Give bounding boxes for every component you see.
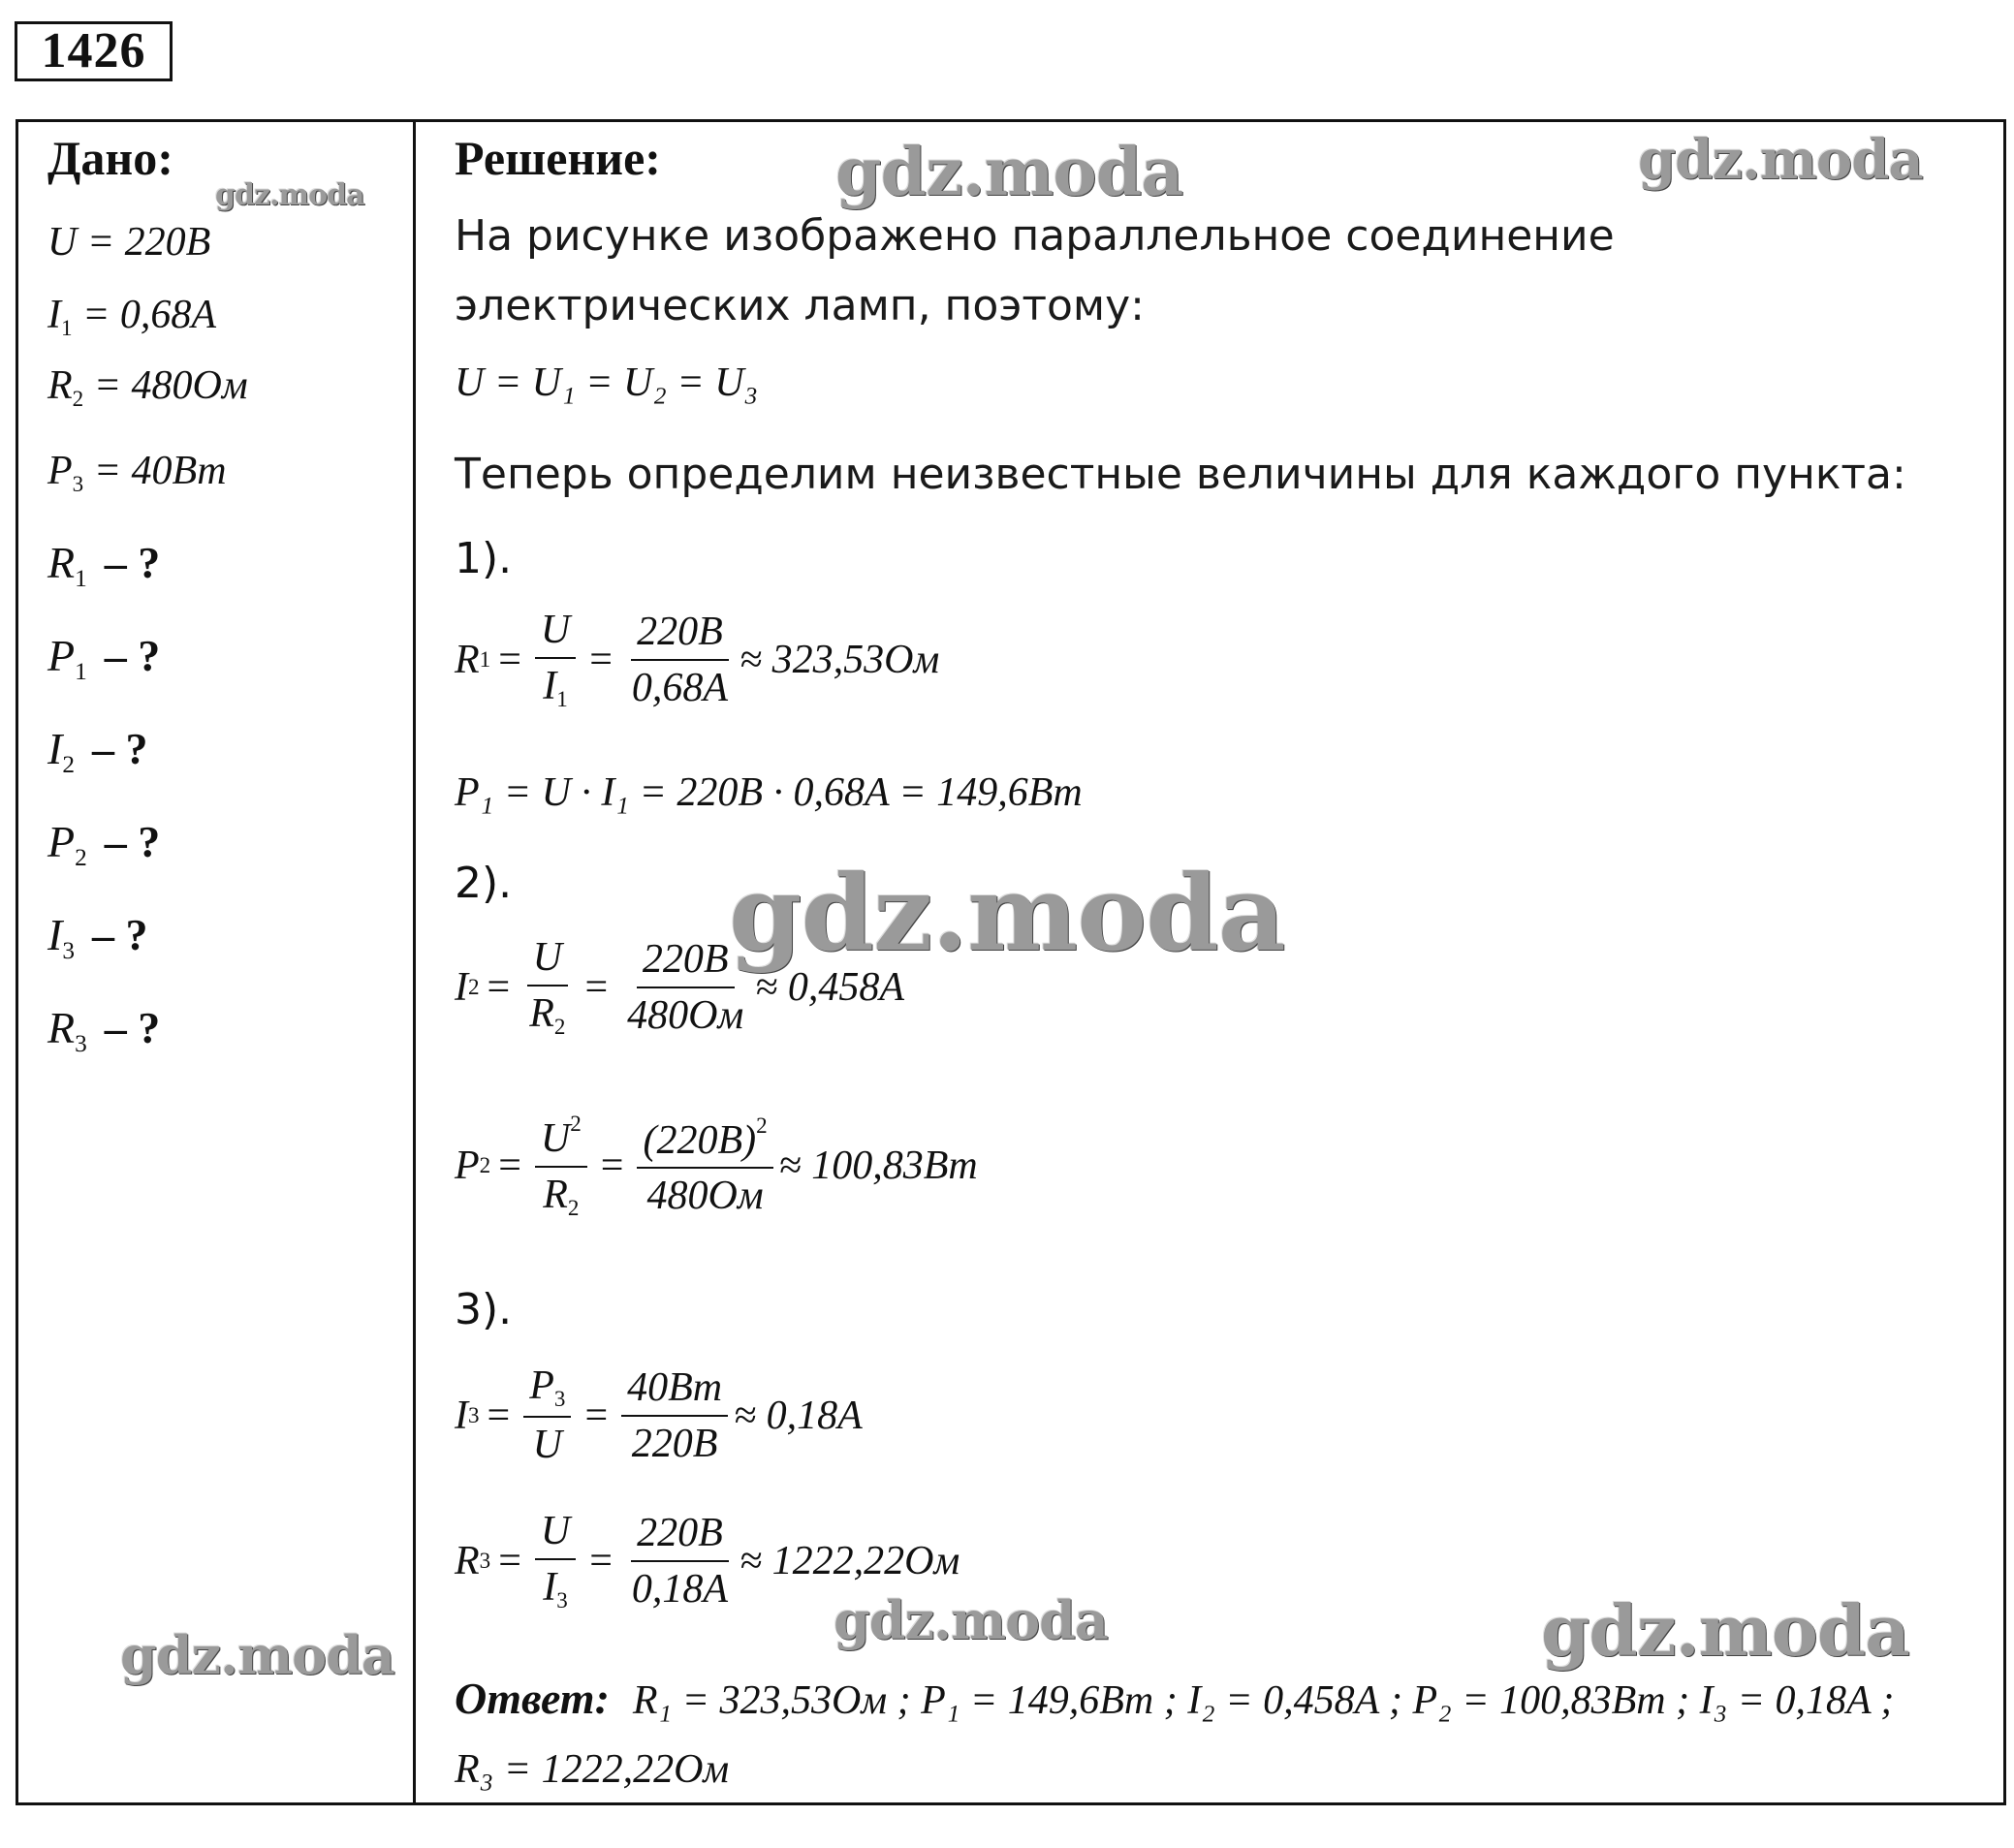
step-3-label: 3). bbox=[455, 1285, 513, 1334]
formula-r3: R 3 = $\frac{U}{I_3}$ = $\frac{220B}{0,18A}$ ≈ 1222,22Ом bbox=[455, 1509, 960, 1613]
given-resistance-2: $R_2 = 480Ом$ bbox=[47, 363, 248, 412]
given-column bbox=[18, 122, 413, 1802]
voltage-equality: U = U₁ = U₂ = U₃ bbox=[455, 360, 759, 405]
fraction-r3-values: $\frac{220B}{0,18A}$ bbox=[631, 1510, 729, 1612]
fraction-i2-values: $\frac{220B}{480Ом}$ bbox=[627, 936, 744, 1038]
given-power-3: $P_3 = 40Bm$ bbox=[47, 449, 227, 497]
watermark: gdz.moda bbox=[835, 134, 1183, 211]
intro-text-line-1: На рисунке изображено параллельное соединение bbox=[455, 211, 1615, 261]
watermark: gdz.moda bbox=[215, 178, 364, 212]
problem-number: 1426 bbox=[15, 21, 173, 81]
unknown-i3: $I_3$ – ? bbox=[47, 910, 148, 964]
formula-p2: P 2 = $\frac{U^2}{R_2}$ = $\frac{(220B)^2}{480Ом}$ ≈ 100,83Bm bbox=[455, 1111, 978, 1220]
formula-r1: R 1 = $\frac{U}{I_1}$ = $\frac{220B}{0,68A}$ ≈ 323,53Ом bbox=[455, 608, 940, 712]
watermark: gdz.moda bbox=[729, 853, 1285, 975]
next-step-text: Теперь определим неизвестные величины для каждого пункта: bbox=[455, 450, 1906, 499]
given-voltage: U = 220B bbox=[47, 220, 211, 265]
given-header: Дано: bbox=[47, 131, 173, 185]
answer-label: Ответ: bbox=[455, 1674, 610, 1723]
unknown-r3: $R_3$ – ? bbox=[47, 1003, 161, 1057]
fraction-u2-over-r2: $\frac{U^2}{R_2}$ bbox=[535, 1111, 587, 1221]
fraction-r1-values: $\frac{220B}{0,68A}$ bbox=[631, 609, 729, 710]
fraction-p3-over-u: $\frac{P_3}{U}$ bbox=[523, 1363, 571, 1468]
step-1-label: 1). bbox=[455, 534, 513, 583]
step-2-label: 2). bbox=[455, 859, 513, 908]
fraction-p2-values: $\frac{(220B)^2}{480Ом}$ bbox=[637, 1112, 772, 1220]
watermark: gdz.moda bbox=[834, 1589, 1108, 1651]
fraction-u-over-r2: $\frac{U}{R_2}$ bbox=[523, 934, 571, 1040]
fraction-u-over-i3: $\frac{U}{I_3}$ bbox=[535, 1508, 576, 1613]
fraction-u-over-i1: $\frac{U}{I_1}$ bbox=[535, 607, 576, 712]
watermark: gdz.moda bbox=[1541, 1589, 1909, 1672]
answer-line-2: R₃ = 1222,22Ом bbox=[455, 1747, 730, 1792]
formula-i3: I 3 = $\frac{P_3}{U}$ = $\frac{40Bm}{220B}$ ≈ 0,18A bbox=[455, 1363, 863, 1468]
answer-line-1: Ответ: R₁ = 323,53Ом ; P₁ = 149,6Bm ; I₂ = 0,458A ; P₂ = 100,83Bm ; I₃ = 0,18A ; bbox=[455, 1674, 1895, 1723]
unknown-i2: $I_2$ – ? bbox=[47, 724, 148, 778]
formula-i2: I 2 = $\frac{U}{R_2}$ = $\frac{220B}{480Ом}$ ≈ 0,458A bbox=[455, 935, 904, 1040]
given-current-1: $I_1 = 0,68A$ bbox=[47, 293, 217, 341]
watermark: gdz.moda bbox=[1638, 128, 1923, 192]
formula-p1: P₁ = U · I₁ = 220B · 0,68A = 149,6Bm bbox=[455, 770, 1083, 815]
watermark: gdz.moda bbox=[120, 1624, 394, 1686]
unknown-p2: $P_2$ – ? bbox=[47, 817, 161, 871]
fraction-i3-values: $\frac{40Bm}{220B}$ bbox=[621, 1364, 728, 1467]
unknown-p1: $P_1$ – ? bbox=[47, 631, 161, 685]
solution-header: Решение: bbox=[455, 131, 661, 185]
unknown-r1: $R_1$ – ? bbox=[47, 538, 161, 592]
intro-text-line-2: электрических ламп, поэтому: bbox=[455, 281, 1145, 330]
